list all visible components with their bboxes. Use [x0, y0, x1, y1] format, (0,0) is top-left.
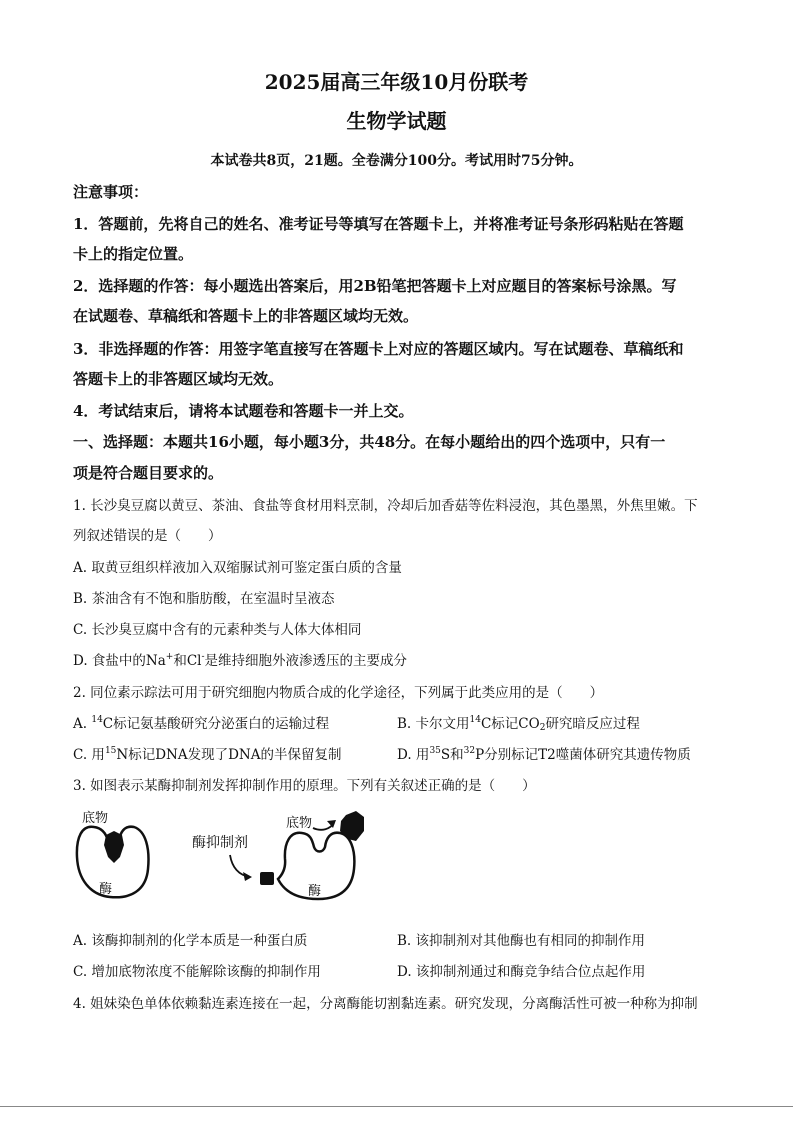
notice-item-3-line-2: 答题卡上的非答题区域均无效。 [73, 370, 284, 388]
q1-option-a: A. 取黄豆组织样液加入双缩脲试剂可鉴定蛋白质的含量 [73, 560, 402, 576]
notice-item-1-line-1: 1．答题前，先将自己的姓名、准考证号等填写在答题卡上，并将准考证号条形码粘贴在答题 [73, 215, 684, 233]
q3-stem: 3. 如图表示某酶抑制剂发挥抑制作用的原理。下列有关叙述正确的是（ ） [73, 778, 536, 794]
inhibitor-label: 酶抑制剂 [192, 835, 248, 851]
q2-stem: 2. 同位素示踪法可用于研究细胞内物质合成的化学途径，下列属于此类应用的是（ ） [73, 685, 604, 701]
q1-stem-line-2: 列叙述错误的是（ ） [73, 528, 222, 544]
notice-heading: 注意事项： [73, 183, 149, 201]
q2-option-b: B. 卡尔文用$^{14}$C标记$CO_2$研究暗反应过程 [397, 715, 640, 733]
q1-stem-line-1: 1. 长沙臭豆腐以黄豆、茶油、食盐等食材用料烹制，冷却后加香菇等佐料浸泡，其色墨黑，外焦里嫩。下 [73, 498, 698, 514]
q3-option-c: C. 增加底物浓度不能解除该酶的抑制作用 [73, 964, 321, 980]
enzyme-inhibitor-figure [68, 805, 368, 910]
exam-title: 2025届高三年级10月份联考 [264, 70, 529, 94]
enzyme-label-1: 酶 [99, 882, 113, 897]
exam-subtitle: 生物学试题 [346, 109, 447, 133]
section-heading-line-1: 一、选择题：本题共16小题，每小题3分，共48分。在每小题给出的四个选项中，只有一 [73, 433, 666, 451]
exam-info: 本试卷共8页，21题。全卷满分100分。考试用时75分钟。 [210, 153, 583, 169]
q2-option-a: A. $^{14}$C标记氨基酸研究分泌蛋白的运输过程 [73, 715, 330, 732]
inhibitor-arrow [230, 855, 250, 877]
substrate-label-2: 底物 [286, 816, 313, 831]
notice-item-3-line-1: 3．非选择题的作答：用签字笔直接写在答题卡上对应的答题区域内。写在试题卷、草稿纸和 [73, 340, 684, 358]
q1-option-d: D. 食盐中的Na+和Cl-是维持细胞外液渗透压的主要成分 [73, 652, 408, 669]
q2-option-c: C. 用$^{15}$N标记DNA发现了DNA的半保留复制 [73, 746, 342, 763]
inhibitor-arrowhead [243, 872, 252, 881]
notice-item-2-line-2: 在试题卷、草稿纸和答题卡上的非答题区域均无效。 [73, 307, 419, 325]
q1-option-c: C. 长沙臭豆腐中含有的元素种类与人体大体相同 [73, 622, 362, 638]
notice-item-1-line-2: 卡上的指定位置。 [73, 245, 194, 263]
q3-option-d: D. 该抑制剂通过和酶竞争结合位点起作用 [397, 964, 646, 980]
q3-option-a: A. 该酶抑制剂的化学本质是一种蛋白质 [73, 933, 308, 949]
enzyme-label-2: 酶 [308, 884, 322, 899]
substrate-free-shape [340, 811, 364, 841]
q1-option-b: B. 茶油含有不饱和脂肪酸，在室温时呈液态 [73, 591, 335, 607]
notice-item-4: 4．考试结束后，请将本试题卷和答题卡一并上交。 [73, 402, 414, 420]
notice-item-2-line-1: 2．选择题的作答：每小题选出答案后，用2B铅笔把答题卡上对应题目的答案标号涂黑。写 [73, 277, 677, 295]
substrate-bound-shape [104, 831, 124, 863]
q4-stem-line-1: 4. 姐妹染色单体依赖黏连素连接在一起，分离酶能切割黏连素。研究发现，分离酶活性可被一种称为抑制 [73, 996, 698, 1012]
inhibitor-shape [260, 872, 274, 885]
section-heading-line-2: 项是符合题目要求的。 [73, 464, 224, 482]
q3-option-b: B. 该抑制剂对其他酶也有相同的抑制作用 [397, 933, 646, 949]
q2-option-d: D. 用$^{35}$S和$^{32}$P分别标记T2噬菌体研究其遗传物质 [397, 746, 691, 763]
page-bottom-rule [0, 1106, 793, 1107]
substrate-label-1: 底物 [82, 811, 109, 826]
